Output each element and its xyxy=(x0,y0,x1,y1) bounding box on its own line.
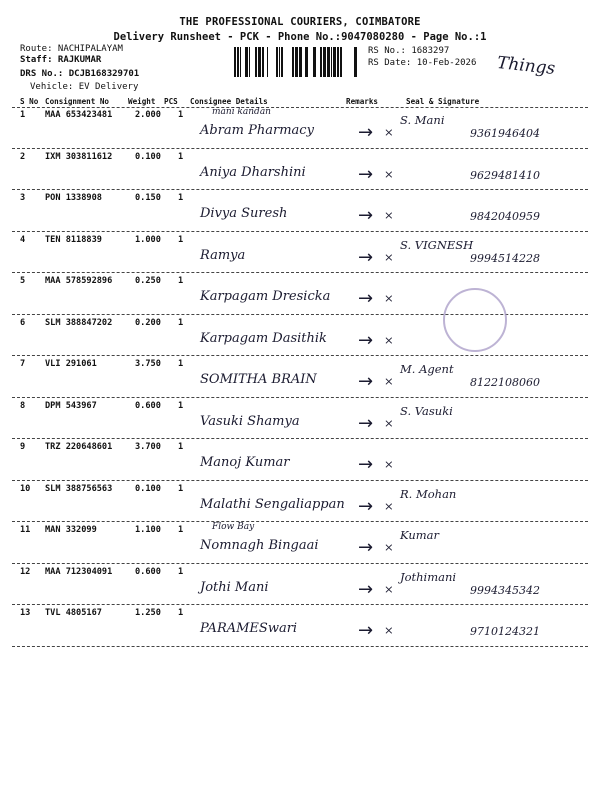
row-sno: 9 xyxy=(20,442,26,452)
header-divider xyxy=(12,107,588,108)
barcode-bar xyxy=(320,47,322,77)
row-pcs: 1 xyxy=(178,151,184,162)
vehicle-label: Vehicle: EV Delivery xyxy=(30,82,139,92)
row-consignment-no: TRZ 220648601 xyxy=(45,442,113,452)
row-cross-mark-icon: × xyxy=(384,291,394,305)
company-title: THE PROFESSIONAL COURIERS, COIMBATORE xyxy=(179,16,421,28)
row-consignee-name: Nomnagh Bingaai xyxy=(200,538,319,553)
barcode-bar xyxy=(237,47,239,77)
barcode-bar xyxy=(279,47,280,77)
row-consignee-name: Divya Suresh xyxy=(200,206,288,221)
row-arrow-icon: → xyxy=(358,122,374,143)
barcode-bar xyxy=(262,47,264,77)
row-cross-mark-icon: × xyxy=(384,249,394,264)
row-signature: S. Vasuki xyxy=(400,403,453,418)
row-arrow-icon: → xyxy=(358,495,374,517)
col-pcs: PCS xyxy=(164,97,178,106)
row-pcs: 1 xyxy=(178,525,184,535)
row-arrow-icon: → xyxy=(358,329,374,351)
row-cross-mark-icon: × xyxy=(384,332,394,347)
row-phone: 9710124321 xyxy=(470,625,540,638)
row-pcs: 1 xyxy=(178,234,184,245)
barcode-bar xyxy=(354,47,357,77)
row-divider xyxy=(12,355,588,356)
row-weight: 3.750 xyxy=(135,359,161,369)
row-phone: 9994514228 xyxy=(470,251,540,265)
row-pcs: 1 xyxy=(178,110,184,120)
row-phone: 9842040959 xyxy=(470,210,540,223)
handwritten-note: Things xyxy=(496,53,557,79)
row-signature: Kumar xyxy=(400,528,440,542)
col-consignee: Consignee Details xyxy=(190,97,268,106)
row-cross-mark-icon: × xyxy=(384,208,394,222)
barcode-bar xyxy=(255,47,257,77)
row-consignment-no: TVL 4805167 xyxy=(45,608,102,618)
row-sno: 4 xyxy=(20,234,26,245)
row-sno: 2 xyxy=(20,151,26,162)
barcode-bar xyxy=(234,47,236,77)
row-consignment-no: IXM 303811612 xyxy=(45,151,113,162)
row-signature: Jothimani xyxy=(400,569,457,584)
row-pcs: 1 xyxy=(178,317,184,328)
row-pcs: 1 xyxy=(178,276,184,286)
row-phone: 9629481410 xyxy=(470,168,540,182)
row-sno: 1 xyxy=(20,110,26,120)
route-label: Route: NACHIPALAYAM xyxy=(20,44,123,54)
barcode-bar xyxy=(281,47,283,77)
row-sno: 11 xyxy=(20,525,31,535)
row-signature: R. Mohan xyxy=(400,486,457,501)
barcode-bar xyxy=(295,47,298,77)
barcode-bar xyxy=(245,47,248,77)
barcode-bar xyxy=(258,47,261,77)
row-consignment-no: MAA 578592896 xyxy=(45,276,113,286)
row-weight: 0.100 xyxy=(135,151,161,162)
row-divider xyxy=(12,480,588,481)
row-weight: 0.200 xyxy=(135,317,161,328)
barcode-bar xyxy=(276,47,278,77)
row-cross-mark-icon: × xyxy=(384,581,394,596)
row-consignee-name: Karpagam Dresicka xyxy=(200,289,331,304)
row-arrow-icon: → xyxy=(358,454,374,475)
row-divider xyxy=(12,604,588,605)
row-consignee-name: Jothi Mani xyxy=(200,579,269,595)
row-weight: 0.150 xyxy=(135,193,161,203)
barcode-bar xyxy=(340,47,342,77)
row-arrow-icon: → xyxy=(358,246,374,268)
row-weight: 0.100 xyxy=(135,483,161,494)
row-pcs: 1 xyxy=(178,566,184,577)
barcode-bar xyxy=(292,47,294,77)
row-consignee-note: Flow Bay xyxy=(212,522,255,532)
runsheet-subtitle: Delivery Runsheet - PCK - Phone No.:9047080280 - Page No.:1 xyxy=(113,31,487,43)
col-weight: Weight xyxy=(128,97,156,106)
row-cross-mark-icon: × xyxy=(384,540,394,554)
row-consignee-note: mani kandan xyxy=(212,107,271,117)
row-pcs: 1 xyxy=(178,400,184,411)
row-consignee-name: Ramya xyxy=(200,247,246,263)
barcode-bar xyxy=(323,47,326,77)
rs-date: RS Date: 10-Feb-2026 xyxy=(368,58,477,68)
rs-number: RS No.: 1683297 xyxy=(368,46,450,56)
row-signature: S. VIGNESH xyxy=(400,237,474,252)
row-consignment-no: SLM 388847202 xyxy=(45,317,113,328)
barcode-bar xyxy=(327,47,330,77)
row-sno: 5 xyxy=(20,276,26,286)
row-sno: 3 xyxy=(20,193,26,203)
row-consignee-name: Malathi Sengaliappan xyxy=(200,496,345,512)
row-consignee-name: Karpagam Dasithik xyxy=(200,330,327,346)
row-phone: 8122108060 xyxy=(470,376,540,389)
seal-stamp xyxy=(443,288,507,352)
drs-number: DRS No.: DCJB168329701 xyxy=(20,69,140,79)
row-weight: 1.100 xyxy=(135,525,161,535)
row-consignment-no: TEN 8118839 xyxy=(45,234,102,245)
staff-label: Staff: RAJKUMAR xyxy=(20,55,102,65)
row-weight: 2.000 xyxy=(135,110,161,120)
row-consignee-name: PARAMESwari xyxy=(200,621,298,636)
barcode-bar xyxy=(249,47,250,77)
row-consignee-name: Manoj Kumar xyxy=(200,455,290,470)
row-consignment-no: PON 1338908 xyxy=(45,193,102,203)
barcode-bar xyxy=(299,47,302,77)
barcode-bar xyxy=(305,47,308,77)
barcode-bar xyxy=(313,47,316,77)
row-divider xyxy=(12,646,588,647)
row-sno: 7 xyxy=(20,359,26,369)
row-divider xyxy=(12,521,588,522)
row-cross-mark-icon: × xyxy=(384,415,394,430)
row-cross-mark-icon: × xyxy=(384,623,394,637)
row-weight: 0.600 xyxy=(135,566,161,577)
row-arrow-icon: → xyxy=(358,412,374,434)
row-consignment-no: MAA 653423481 xyxy=(45,110,113,120)
row-divider xyxy=(12,563,588,564)
row-pcs: 1 xyxy=(178,608,184,618)
row-pcs: 1 xyxy=(178,193,184,203)
col-remarks: Remarks xyxy=(346,97,379,106)
row-cross-mark-icon: × xyxy=(384,166,394,181)
row-consignee-name: Vasuki Shamya xyxy=(200,413,300,429)
row-arrow-icon: → xyxy=(358,578,374,600)
row-consignment-no: MAN 332099 xyxy=(45,525,97,535)
row-arrow-icon: → xyxy=(358,163,374,185)
col-seal-signature: Seal & Signature xyxy=(406,97,480,106)
row-divider xyxy=(12,438,588,439)
row-cross-mark-icon: × xyxy=(384,457,394,471)
barcode-bar xyxy=(333,47,336,77)
row-pcs: 1 xyxy=(178,483,184,494)
barcode xyxy=(232,47,362,77)
row-weight: 3.700 xyxy=(135,442,161,452)
barcode-bar xyxy=(240,47,241,77)
row-cross-mark-icon: × xyxy=(384,498,394,513)
row-arrow-icon: → xyxy=(358,288,374,309)
row-consignee-name: SOMITHA BRAIN xyxy=(200,372,317,387)
row-sno: 8 xyxy=(20,400,26,411)
row-weight: 0.600 xyxy=(135,400,161,411)
row-divider xyxy=(12,148,588,149)
row-phone: 9361946404 xyxy=(470,127,540,140)
row-phone: 9994345342 xyxy=(470,583,540,597)
row-sno: 13 xyxy=(20,608,31,618)
barcode-bar xyxy=(267,47,268,77)
col-consignment: Consignment No xyxy=(45,97,110,106)
row-consignee-name: Abram Pharmacy xyxy=(200,123,314,138)
row-cross-mark-icon: × xyxy=(384,374,394,388)
row-arrow-icon: → xyxy=(358,371,374,392)
barcode-bar xyxy=(331,47,332,77)
row-consignment-no: DPM 543967 xyxy=(45,400,97,411)
row-signature: S. Mani xyxy=(400,113,445,127)
row-sno: 10 xyxy=(20,483,31,494)
row-arrow-icon: → xyxy=(358,620,374,641)
row-divider xyxy=(12,397,588,398)
row-divider xyxy=(12,189,588,190)
row-weight: 1.000 xyxy=(135,234,161,245)
row-consignment-no: MAA 712304091 xyxy=(45,566,113,577)
row-pcs: 1 xyxy=(178,442,184,452)
row-consignee-name: Aniya Dharshini xyxy=(200,164,306,180)
barcode-bar xyxy=(337,47,339,77)
row-pcs: 1 xyxy=(178,359,184,369)
row-consignment-no: SLM 388756563 xyxy=(45,483,113,494)
row-divider xyxy=(12,272,588,273)
row-signature: M. Agent xyxy=(400,362,454,376)
row-weight: 1.250 xyxy=(135,608,161,618)
row-arrow-icon: → xyxy=(358,537,374,558)
row-arrow-icon: → xyxy=(358,205,374,226)
row-consignment-no: VLI 291061 xyxy=(45,359,97,369)
row-sno: 12 xyxy=(20,566,31,577)
row-divider xyxy=(12,231,588,232)
row-weight: 0.250 xyxy=(135,276,161,286)
row-sno: 6 xyxy=(20,317,26,328)
row-cross-mark-icon: × xyxy=(384,125,394,139)
col-sno: S No xyxy=(20,97,39,106)
